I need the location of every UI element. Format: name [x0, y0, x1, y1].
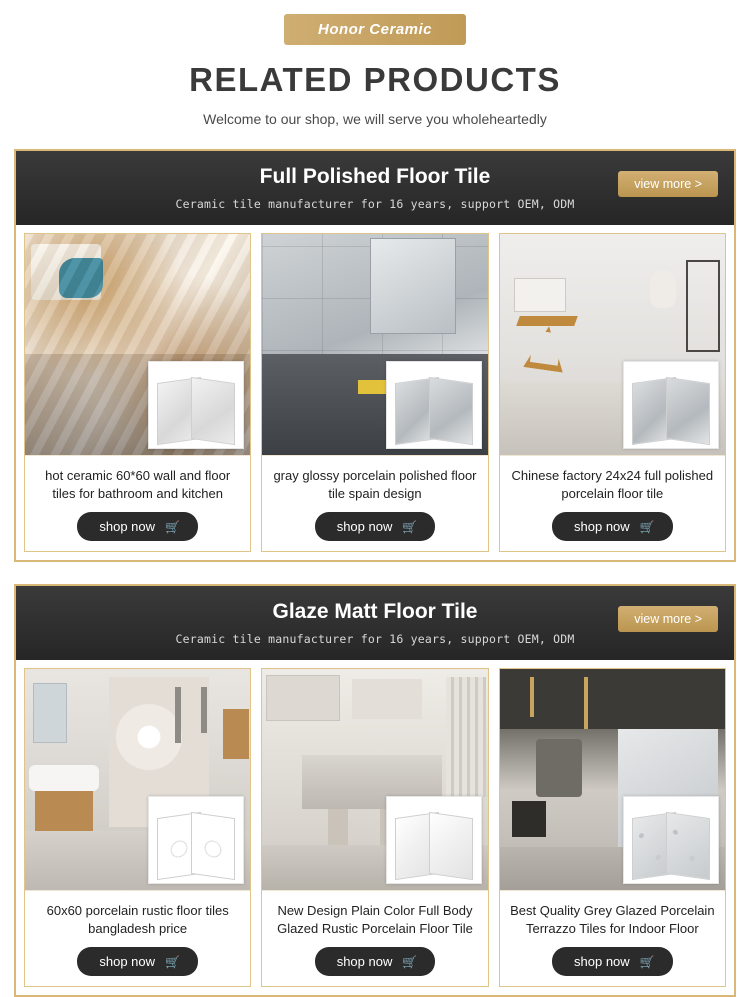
shop-now-button[interactable] — [315, 947, 436, 976]
shop-now-button[interactable] — [77, 947, 198, 976]
shop-now-label: shop now — [336, 954, 393, 970]
page-header — [0, 0, 750, 127]
tile-sample-inset — [148, 361, 244, 449]
page-subtitle: Welcome to our shop, we will serve you wholeheartedly — [203, 111, 547, 127]
shop-now-button[interactable] — [77, 512, 198, 541]
section-header — [16, 151, 734, 225]
product-card[interactable] — [24, 668, 251, 987]
product-title: 60x60 porcelain rustic floor tiles bangladesh price — [46, 903, 229, 936]
product-card-row — [16, 660, 734, 995]
product-image — [262, 234, 487, 456]
product-image — [262, 669, 487, 891]
cart-icon: 🛒 — [639, 954, 655, 969]
tile-slab-right — [666, 377, 710, 445]
tile-slab-right — [429, 812, 473, 880]
product-title: New Design Plain Color Full Body Glazed Rustic Porcelain Floor Tile — [277, 903, 473, 936]
shop-now-label: shop now — [574, 519, 630, 535]
product-card[interactable] — [499, 233, 726, 552]
view-more-button[interactable]: view more > — [618, 171, 718, 197]
section-subtitle: Ceramic tile manufacturer for 16 years, support OEM, ODM — [175, 632, 575, 647]
brand-badge: Honor Ceramic — [284, 14, 466, 45]
tile-slab-right — [191, 812, 235, 880]
tile-sample-inset — [623, 796, 719, 884]
cart-icon: 🛒 — [402, 954, 418, 969]
section-title: Glaze Matt Floor Tile — [272, 600, 478, 624]
section-header — [16, 586, 734, 660]
cart-icon: 🛒 — [639, 519, 655, 534]
cart-icon: 🛒 — [165, 954, 180, 969]
product-image — [25, 234, 250, 456]
shop-now-label: shop now — [99, 519, 156, 535]
product-title: hot ceramic 60*60 wall and floor tiles for bathroom and kitchen — [45, 468, 231, 501]
product-image — [500, 234, 725, 456]
shop-now-label: shop now — [99, 954, 156, 970]
cart-icon: 🛒 — [165, 519, 180, 534]
tile-sample-inset — [623, 361, 719, 449]
shop-now-label: shop now — [336, 519, 393, 535]
tile-slab-right — [666, 812, 710, 880]
tile-sample-inset — [386, 361, 482, 449]
product-section-full-polished — [14, 149, 736, 562]
product-card[interactable] — [261, 233, 488, 552]
product-image — [25, 669, 250, 891]
product-card[interactable] — [261, 668, 488, 987]
cart-icon: 🛒 — [402, 519, 418, 534]
product-card-row — [16, 225, 734, 560]
tile-slab-right — [191, 377, 235, 445]
product-title: Chinese factory 24x24 full polished porcelain floor tile — [511, 468, 714, 501]
product-title: Best Quality Grey Glazed Porcelain Terrazzo Tiles for Indoor Floor — [510, 903, 715, 936]
section-subtitle: Ceramic tile manufacturer for 16 years, support OEM, ODM — [175, 197, 575, 211]
tile-slab-right — [429, 377, 473, 445]
shop-now-button[interactable] — [315, 512, 436, 541]
product-card[interactable] — [499, 668, 726, 987]
product-title: gray glossy porcelain polished floor tile spain design — [273, 468, 477, 501]
product-card[interactable] — [24, 233, 251, 552]
product-image — [500, 669, 725, 891]
view-more-button[interactable]: view more > — [618, 606, 718, 632]
page-title: RELATED PRODUCTS — [189, 61, 561, 98]
section-title: Full Polished Floor Tile — [259, 165, 491, 188]
shop-now-button[interactable] — [552, 947, 673, 976]
tile-sample-inset — [148, 796, 244, 884]
shop-now-label: shop now — [574, 954, 630, 970]
tile-sample-inset — [386, 796, 482, 884]
shop-now-button[interactable] — [552, 512, 673, 541]
product-section-glaze-matt — [14, 584, 736, 997]
